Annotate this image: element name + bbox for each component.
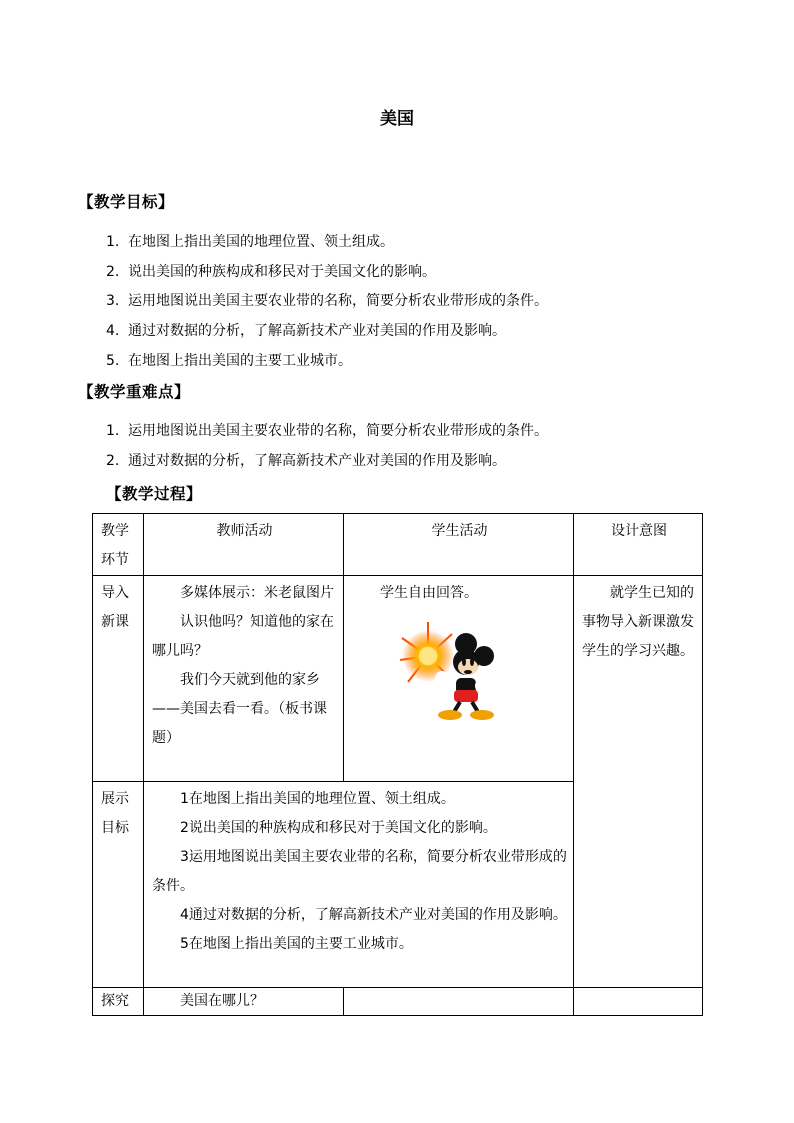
student-explore [344,988,574,1016]
stage-intro: 导入新课 [93,576,144,782]
teacher-intro: 多媒体展示：米老鼠图片 认识他吗？知道他的家在哪儿吗？ 我们今天就到他的家乡——美国去看一看。（板书课题） [144,576,344,782]
intent-intro: 就学生已知的事物导入新课激发学生的学习兴趣。 [574,576,703,988]
list-item: 2. 说出美国的种族构成和移民对于美国文化的影响。 [106,263,436,280]
header-student: 学生活动 [344,514,574,576]
table-row [93,988,703,1016]
mickey-mouse-image [398,616,494,720]
document-title: 美国 [380,109,414,129]
list-item: 2. 通过对数据的分析，了解高新技术产业对美国的作用及影响。 [106,452,506,469]
list-item: 5. 在地图上指出美国的主要工业城市。 [106,352,352,369]
list-item: 1. 运用地图说出美国主要农业带的名称，简要分析农业带形成的条件。 [106,423,548,439]
goals-content: 1在地图上指出美国的地理位置、领土组成。 2说出美国的种族构成和移民对于美国文化的影响。 3运用地图说出美国主要农业带的名称，简要分析农业带形成的条件。 4通过对数据的分析，了解高新技术产业对美国的作用及影响。 5在地图上指出美国的主要工业城市。 [144,782,574,988]
intent-explore [574,988,703,1016]
objectives-heading: 【教学目标】 [78,193,175,211]
table-row [93,576,703,782]
list-item: 1. 在地图上指出美国的地理位置、领土组成。 [106,234,394,250]
objectives-list [106,228,548,376]
list-item: 4. 通过对数据的分析，了解高新技术产业对美国的作用及影响。 [106,323,506,340]
header-intent: 设计意图 [574,514,703,576]
table-header-row [93,514,703,576]
keypoints-heading: 【教学重难点】 [78,383,191,401]
keypoints-list [106,417,548,476]
teacher-explore: 美国在哪儿？ [144,988,344,1016]
student-intro: 学生自由回答。 [344,576,574,782]
process-table [92,513,703,1016]
list-item: 3. 运用地图说出美国主要农业带的名称，简要分析农业带形成的条件。 [106,293,548,310]
stage-goals: 展示目标 [93,782,144,988]
header-stage: 教学环节 [93,514,144,576]
stage-explore: 探究 [93,988,144,1016]
process-heading: 【教学过程】 [106,485,203,503]
header-teacher: 教师活动 [144,514,344,576]
